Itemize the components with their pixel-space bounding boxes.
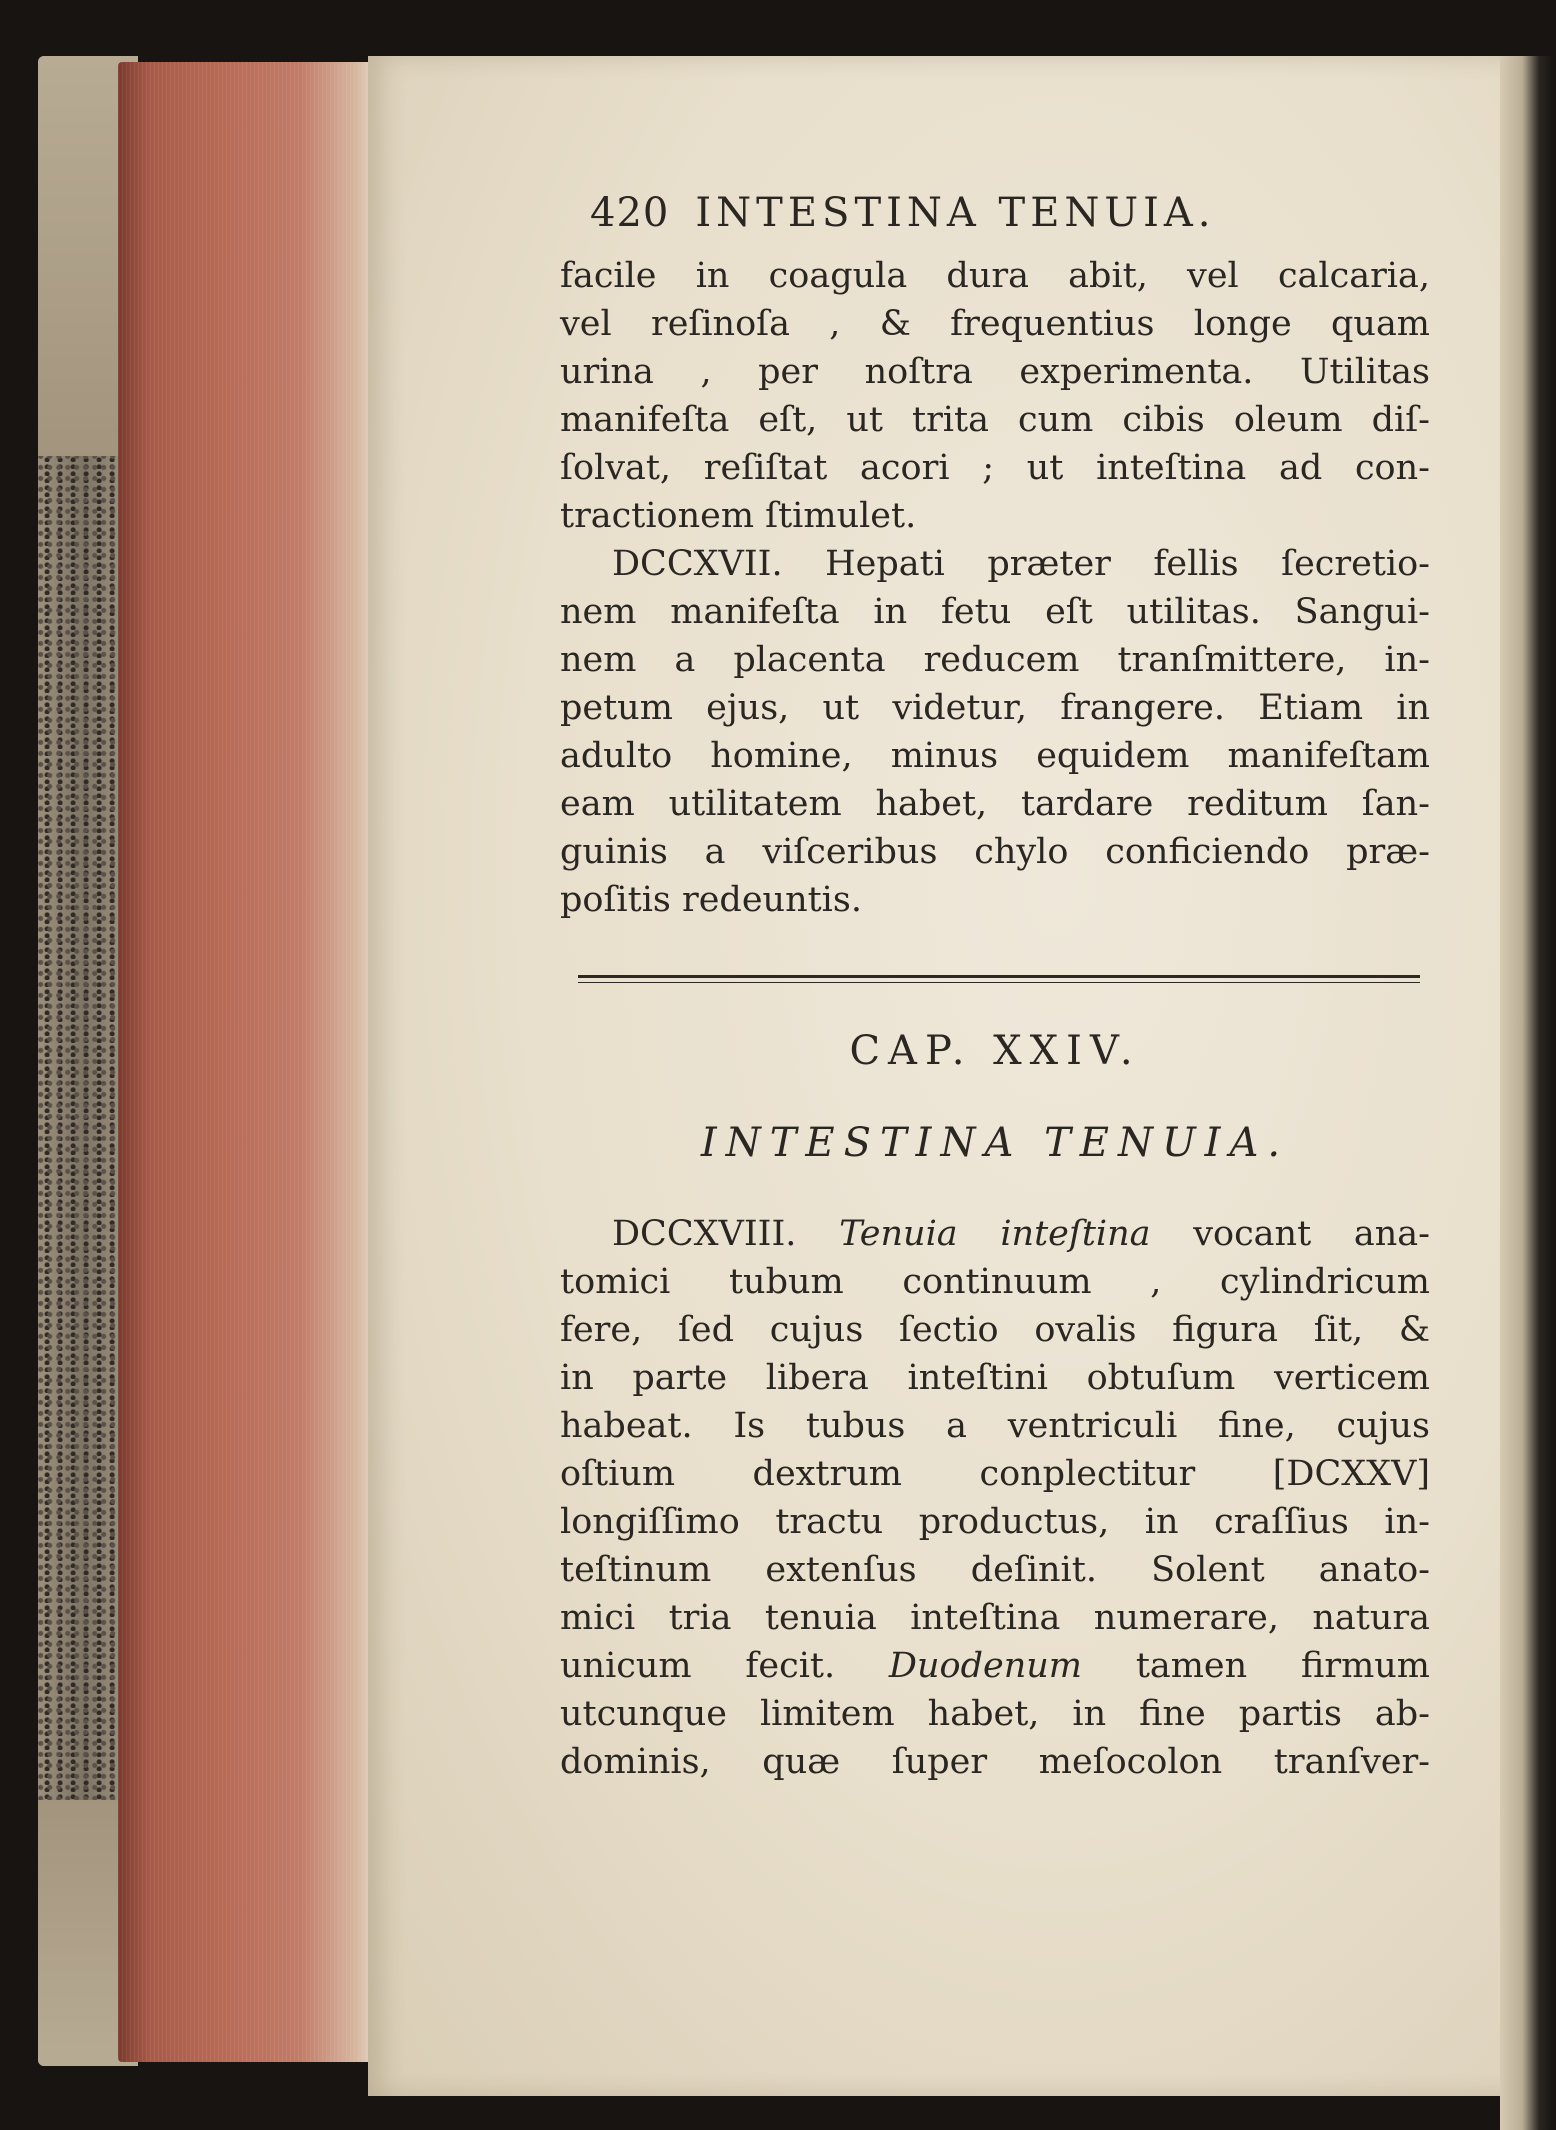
text-line: habeat. Is tubus a ventriculi fine, cujus	[560, 1406, 1430, 1446]
paragraph-start-line	[612, 1210, 1430, 1258]
text-line: oſtium dextrum conplectitur [DCXXV]	[560, 1454, 1430, 1494]
italic-term: Tenuia inteſtina	[839, 1214, 1151, 1254]
gutter-shadow	[1500, 56, 1556, 2130]
section-number: DCCXVIII.	[612, 1214, 797, 1254]
text-line: poſitis redeuntis.	[560, 880, 862, 920]
text-line: guinis a viſceribus chylo conficiendo præ-	[560, 832, 1430, 872]
text-line: tractionem ſtimulet.	[560, 496, 917, 536]
text-line: utcunque limitem habet, in fine partis ab-	[560, 1694, 1430, 1734]
text-line: facile in coagula dura abit, vel calcaria,	[560, 256, 1430, 296]
text-line: in parte libera inteſtini obtuſum verticem	[560, 1358, 1430, 1398]
paragraph-start-line: DCCXVII. Hepati præter fellis ſecretio-	[612, 544, 1430, 584]
italic-term: Duodenum	[888, 1646, 1082, 1686]
text-line: longiſſimo tractu productus, in craſſius in-	[560, 1502, 1430, 1542]
text-line: adulto homine, minus equidem manifeſtam	[560, 736, 1430, 776]
page-number: 420	[590, 190, 670, 236]
running-head-title: INTESTINA TENUIA.	[695, 190, 1216, 236]
text-line: fere, ſed cujus ſectio ovalis figura ſit, &	[560, 1310, 1430, 1350]
section-rule-thin	[578, 982, 1420, 983]
text-line: petum ejus, ut videtur, frangere. Etiam in	[560, 688, 1430, 728]
text-fragment: unicum fecit.	[560, 1646, 836, 1686]
chapter-title: INTESTINA TENUIA.	[700, 1120, 1290, 1166]
text-line: teſtinum extenſus deſinit. Solent anato-	[560, 1550, 1430, 1590]
text-line	[560, 1642, 1430, 1690]
text-fragment: tamen firmum	[1135, 1646, 1430, 1686]
text-line: eam utilitatem habet, tardare reditum ſan-	[560, 784, 1430, 824]
text-line: mici tria tenuia inteſtina numerare, natura	[560, 1598, 1430, 1638]
text-line: dominis, quæ ſuper meſocolon tranſver-	[560, 1742, 1430, 1782]
text-line: tomici tubum continuum , cylindricum	[560, 1262, 1430, 1302]
text-line: nem a placenta reducem tranſmittere, in-	[560, 640, 1430, 680]
text-line: vel reſinoſa , & frequentius longe quam	[560, 304, 1430, 344]
text-line: manifeſta eſt, ut trita cum cibis oleum diſ-	[560, 400, 1430, 440]
text-line: urina , per noſtra experimenta. Utilitas	[560, 352, 1430, 392]
section-rule	[578, 975, 1420, 978]
text-line: ſolvat, reſiſtat acori ; ut inteſtina ad con-	[560, 448, 1430, 488]
chapter-heading: CAP. XXIV.	[849, 1028, 1141, 1074]
running-header	[590, 190, 1410, 236]
text-fragment: vocant ana-	[1193, 1214, 1430, 1254]
text-line: nem manifeſta in fetu eſt utilitas. Sangui-	[560, 592, 1430, 632]
page-fore-edge	[118, 62, 378, 2062]
